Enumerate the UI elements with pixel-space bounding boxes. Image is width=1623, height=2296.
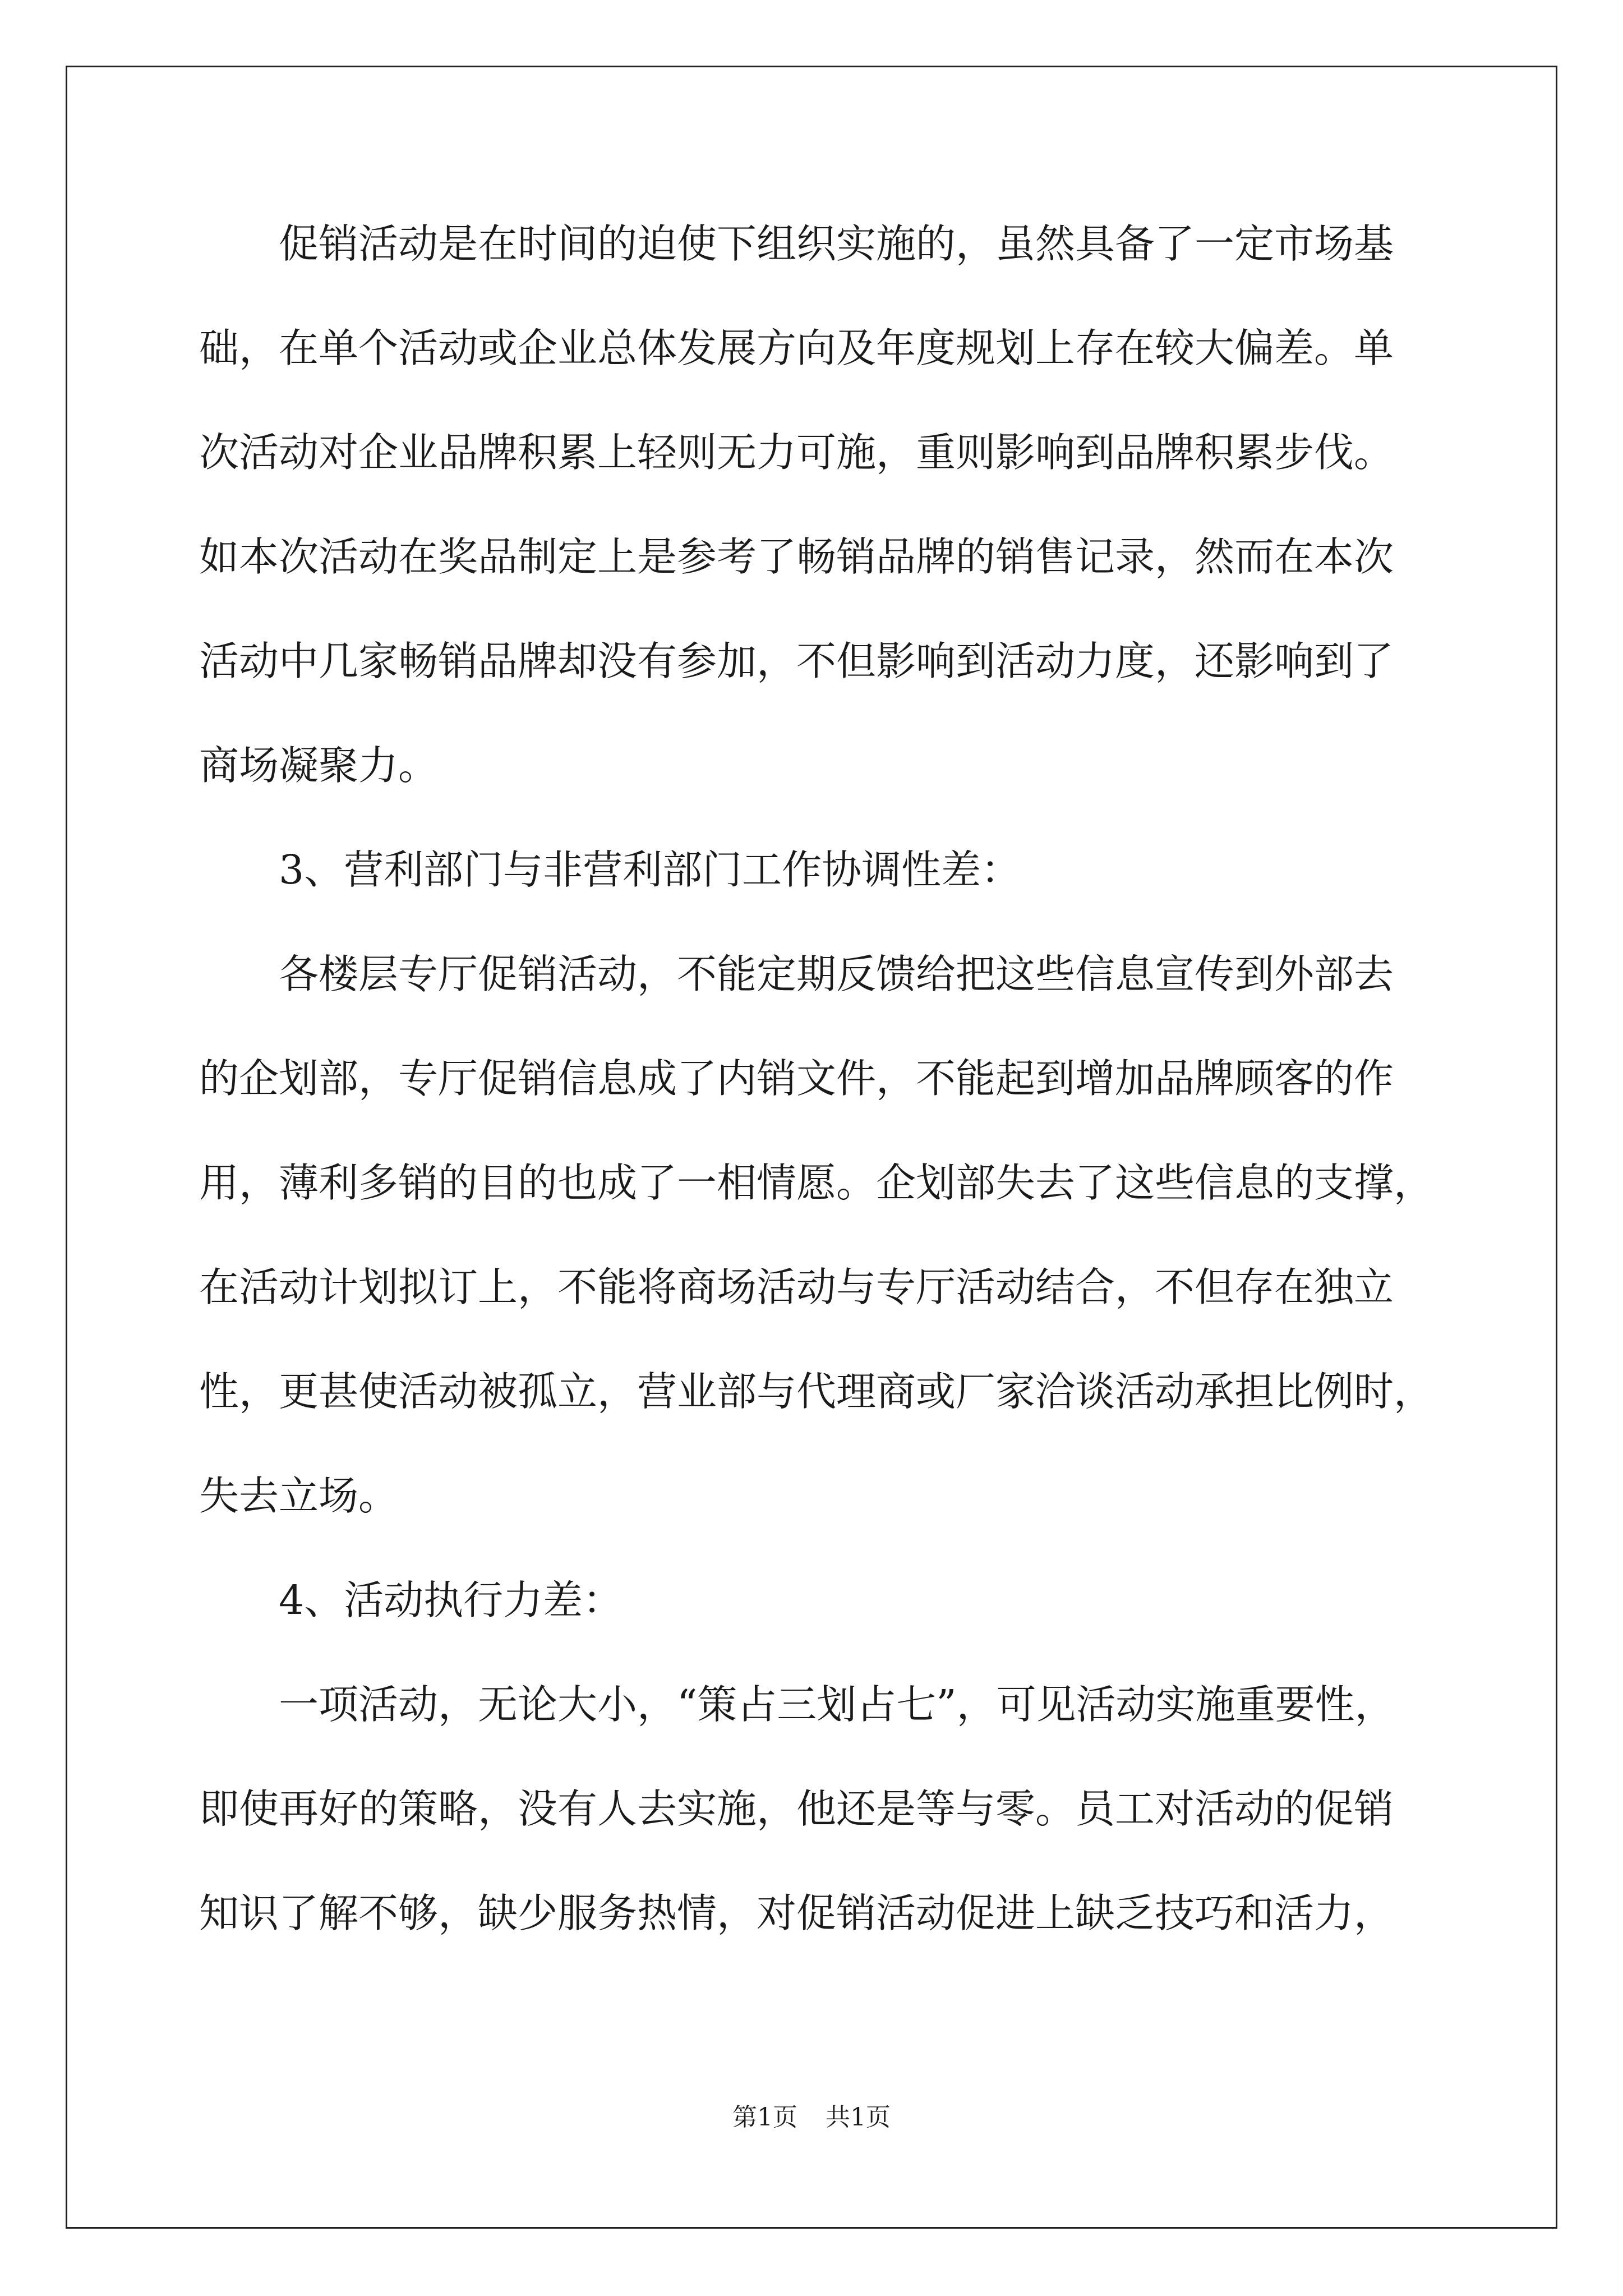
page-total: 共1页: [826, 2103, 891, 2132]
text-line: 商场凝聚力。: [199, 742, 439, 789]
document-body: [199, 210, 1434, 1984]
text-line: 次活动对企业品牌积累上轻则无力可施，重则影响到品牌积累步伐。: [199, 429, 1394, 476]
section-heading: 3、营利部门与非营利部门工作协调性差：: [279, 846, 1021, 893]
text-line: 的企划部，专厅促销信息成了内销文件，不能起到增加品牌顾客的作: [199, 1055, 1394, 1102]
text-line: 促销活动是在时间的迫使下组织实施的，虽然具备了一定市场基: [279, 220, 1394, 267]
text-line: 用，薄利多销的目的也成了一相情愿。企划部失去了这些信息的支撑，: [199, 1159, 1434, 1206]
text-line: 性，更甚使活动被孤立，营业部与代理商或厂家洽谈活动承担比例时，: [199, 1368, 1434, 1415]
page-number: 第1页: [732, 2103, 797, 2132]
page-footer: [0, 2101, 1623, 2134]
text-line: 如本次活动在奖品制定上是参考了畅销品牌的销售记录，然而在本次: [199, 533, 1394, 580]
text-line: 在活动计划拟订上，不能将商场活动与专厅活动结合，不但存在独立: [199, 1264, 1394, 1310]
text-line: 知识了解不够，缺少服务热情，对促销活动促进上缺乏技巧和活力，: [199, 1890, 1394, 1936]
text-line: 一项活动，无论大小，“策占三划占七”，可见活动实施重要性，: [279, 1681, 1395, 1728]
section-heading: 4、活动执行力差：: [279, 1577, 623, 1623]
text-line: 活动中几家畅销品牌却没有参加，不但影响到活动力度，还影响到了: [199, 638, 1394, 684]
text-line: 各楼层专厅促销活动，不能定期反馈给把这些信息宣传到外部去: [279, 951, 1394, 997]
text-line: 即使再好的策略，没有人去实施，他还是等与零。员工对活动的促销: [199, 1786, 1394, 1832]
text-line: 失去立场。: [199, 1473, 399, 1519]
text-line: 础，在单个活动或企业总体发展方向及年度规划上存在较大偏差。单: [199, 325, 1394, 371]
